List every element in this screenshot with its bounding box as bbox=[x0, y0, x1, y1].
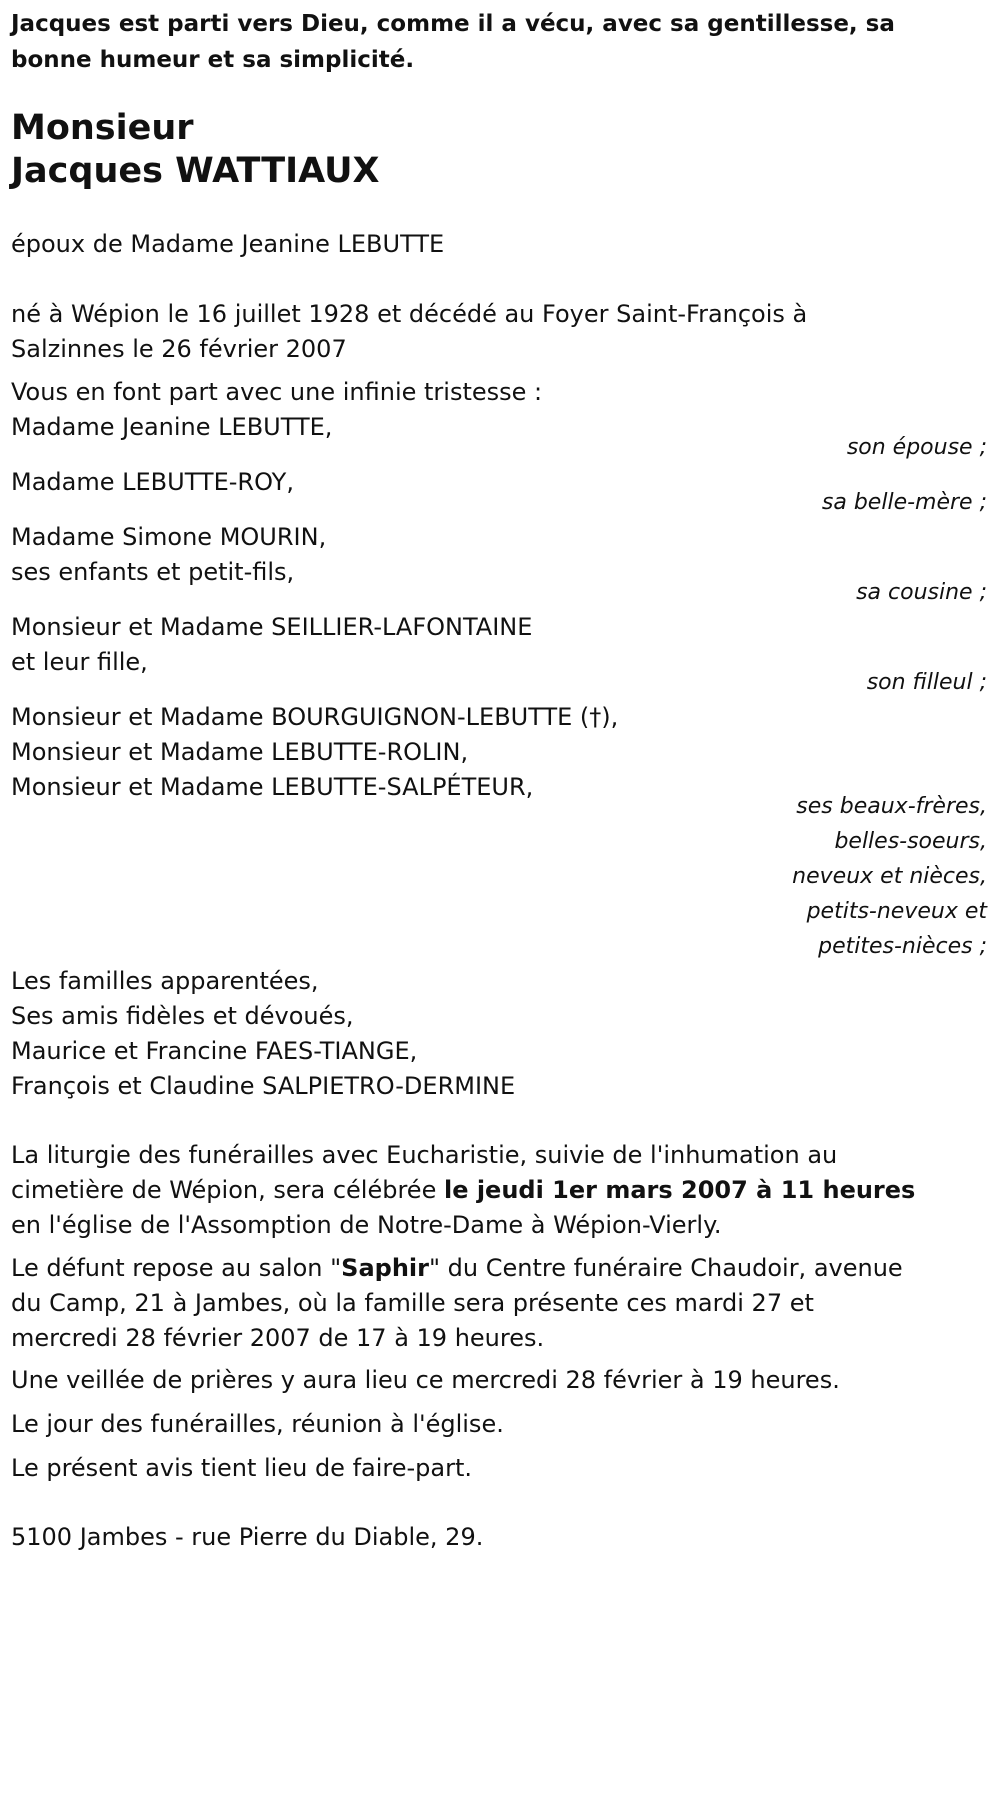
family-relation: belles-soeurs, bbox=[834, 829, 987, 854]
deceased-name: Jacques WATTIAUX bbox=[11, 151, 380, 191]
vigil-line: Une veillée de prières y aura lieu ce mercredi 28 février à 19 heures. bbox=[11, 1366, 840, 1394]
family-relation: petites-nièces ; bbox=[818, 934, 987, 959]
address-line: 5100 Jambes - rue Pierre du Diable, 29. bbox=[11, 1523, 484, 1551]
repose-line-1 bbox=[11, 1248, 903, 1288]
birth-death-line-2: Salzinnes le 26 février 2007 bbox=[11, 335, 347, 363]
salon-name: Saphir bbox=[341, 1254, 429, 1282]
family-member: Madame Simone MOURIN, bbox=[11, 523, 327, 551]
birth-death-line-1: né à Wépion le 16 juillet 1928 et décédé au Foyer Saint-François à bbox=[11, 300, 808, 328]
announcement: Vous en font part avec une infinie tristesse : bbox=[11, 378, 543, 406]
others-line: Les familles apparentées, bbox=[11, 967, 319, 995]
family-member: Monsieur et Madame LEBUTTE-ROLIN, bbox=[11, 738, 469, 766]
family-member: et leur fille, bbox=[11, 648, 148, 676]
notice-line: Le présent avis tient lieu de faire-part. bbox=[11, 1454, 473, 1482]
repose-line-3: mercredi 28 février 2007 de 17 à 19 heures. bbox=[11, 1324, 545, 1352]
repose-line-1-post: " du Centre funéraire Chaudoir, avenue bbox=[428, 1254, 903, 1282]
family-relation: sa belle-mère ; bbox=[821, 490, 987, 515]
funeral-line-3: en l'église de l'Assomption de Notre-Dame à Wépion-Vierly. bbox=[11, 1211, 722, 1239]
others-line: Maurice et Francine FAES-TIANGE, bbox=[11, 1037, 418, 1065]
intro-text: Jacques est parti vers Dieu, comme il a vécu, avec sa gentillesse, sa bonne humeur et sa simplicité. bbox=[11, 11, 895, 73]
family-relation: son filleul ; bbox=[866, 670, 987, 695]
family-relation: petits-neveux et bbox=[806, 899, 987, 924]
family-member: Madame LEBUTTE-ROY, bbox=[11, 468, 294, 496]
family-relation: son épouse ; bbox=[846, 435, 987, 460]
family-member: Madame Jeanine LEBUTTE, bbox=[11, 413, 333, 441]
spouse-line: époux de Madame Jeanine LEBUTTE bbox=[11, 230, 445, 258]
family-member: Monsieur et Madame BOURGUIGNON-LEBUTTE (†), bbox=[11, 703, 619, 731]
funeral-date-time: le jeudi 1er mars 2007 à 11 heures bbox=[443, 1176, 916, 1204]
others-line: François et Claudine SALPIETRO-DERMINE bbox=[11, 1072, 516, 1100]
others-line: Ses amis fidèles et dévoués, bbox=[11, 1002, 354, 1030]
repose-line-2: du Camp, 21 à Jambes, où la famille sera présente ces mardi 27 et bbox=[11, 1289, 814, 1317]
family-relation: sa cousine ; bbox=[856, 580, 987, 605]
repose-line-1-pre: Le défunt repose au salon " bbox=[11, 1254, 342, 1282]
meeting-line: Le jour des funérailles, réunion à l'église. bbox=[11, 1410, 504, 1438]
honorific: Monsieur bbox=[11, 108, 194, 148]
family-relation: ses beaux-frères, bbox=[796, 794, 987, 819]
family-member: Monsieur et Madame SEILLIER-LAFONTAINE bbox=[11, 613, 533, 641]
funeral-line-2-text: cimetière de Wépion, sera célébrée bbox=[11, 1176, 444, 1204]
family-member: Monsieur et Madame LEBUTTE-SALPÉTEUR, bbox=[11, 773, 534, 801]
family-relation: neveux et nièces, bbox=[792, 864, 987, 889]
funeral-line-1: La liturgie des funérailles avec Eucharistie, suivie de l'inhumation au bbox=[11, 1141, 838, 1169]
family-member: ses enfants et petit-fils, bbox=[11, 558, 295, 586]
funeral-line-2 bbox=[11, 1170, 915, 1210]
